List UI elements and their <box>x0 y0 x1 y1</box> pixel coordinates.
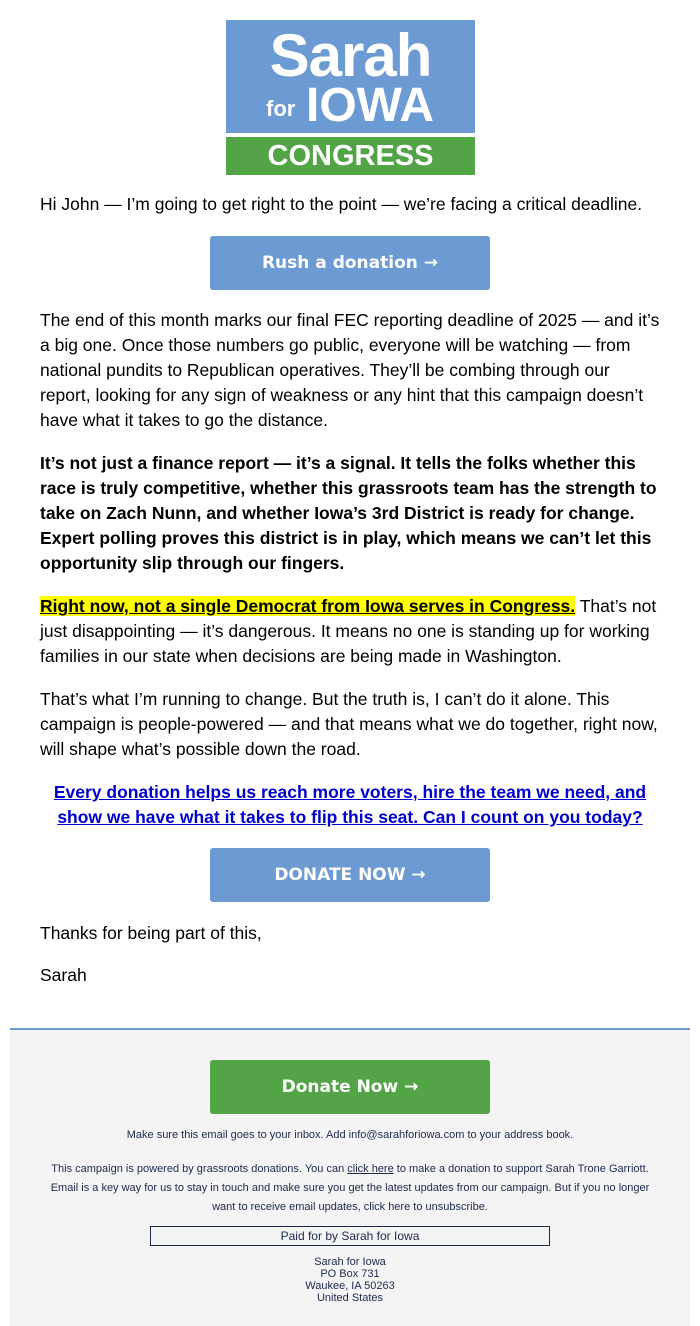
paragraph-1 <box>40 308 660 433</box>
donation-cta-link[interactable]: Every donation helps us reach more voters, hire the team we need, and show we have what it takes to flip this seat. Can I count on you today? <box>53 782 647 827</box>
mailing-address <box>10 1256 690 1304</box>
footer-text: to make a donation to support Sarah Trone Garriott. Email is a key way for us to stay in touch and make sure you get the latest updates from our campaign. But if you no longer want to receive email updates, click here to unsubscribe. <box>50 1163 650 1213</box>
thanks-text: Thanks for being part of this, <box>40 923 262 943</box>
rush-donation-button[interactable]: Rush a donation → <box>210 236 490 290</box>
paragraph-text: That’s not just disappointing — it’s dangerous. It means no one is standing up for working families in our state when decisions are being made in Washington. <box>40 596 657 666</box>
paragraph-3 <box>40 594 660 669</box>
paragraph-4 <box>40 687 660 762</box>
address-line: United States <box>316 1292 384 1304</box>
grassroots-note <box>10 1160 690 1217</box>
donate-now-button[interactable]: DONATE NOW → <box>210 848 490 902</box>
logo-congress: CONGRESS <box>226 137 475 175</box>
paid-for-disclaimer: Paid for by Sarah for Iowa <box>150 1226 550 1246</box>
paragraph-2 <box>40 451 660 576</box>
highlighted-statement: Right now, not a single Democrat from Iowa serves in Congress. <box>40 596 576 616</box>
address-line: Sarah for Iowa <box>314 1256 386 1268</box>
greeting: Hi John — I’m going to get right to the point — we’re facing a critical deadline. <box>40 194 643 214</box>
campaign-logo <box>226 20 475 175</box>
logo-iowa: IOWA <box>306 79 434 132</box>
paragraph-text: It’s not just a finance report — it’s a signal. It tells the folks whether this race is truly competitive, whether this grassroots team has the strength to take on Zach Nunn, and whether Iowa’s 3rd District is ready for change. Expert polling proves this district is in play, which means we can’t let this opportunity slip through our fingers. <box>40 453 657 573</box>
logo-name: Sarah <box>269 22 432 89</box>
footer-donate-button[interactable]: Donate Now → <box>210 1060 490 1114</box>
click-here-link[interactable]: click here <box>347 1163 394 1175</box>
signature: Sarah <box>40 965 87 985</box>
paragraph-text: That’s what I’m running to change. But the truth is, I can’t do it alone. This campaign is people-powered — and that means what we do together, right now, will shape what’s possible down the road. <box>40 689 658 759</box>
address-line: PO Box 731 <box>320 1268 380 1280</box>
address-line: Waukee, IA 50263 <box>305 1280 395 1292</box>
footer-text: This campaign is powered by grassroots donations. You can <box>51 1163 348 1175</box>
logo-for: for <box>266 96 296 121</box>
inbox-note: Make sure this email goes to your inbox. Add info@sarahforiowa.com to your address book. <box>126 1129 574 1141</box>
logo-blue-panel <box>226 20 475 133</box>
footer <box>10 1028 690 1326</box>
paragraph-text: The end of this month marks our final FEC reporting deadline of 2025 — and it’s a big one. Once those numbers go public, everyone will be watching — from national pundits to Republican operatives. They’ll be combing through our report, looking for any sign of weakness or any hint that this campaign doesn’t have what it takes to go the distance. <box>40 310 660 430</box>
